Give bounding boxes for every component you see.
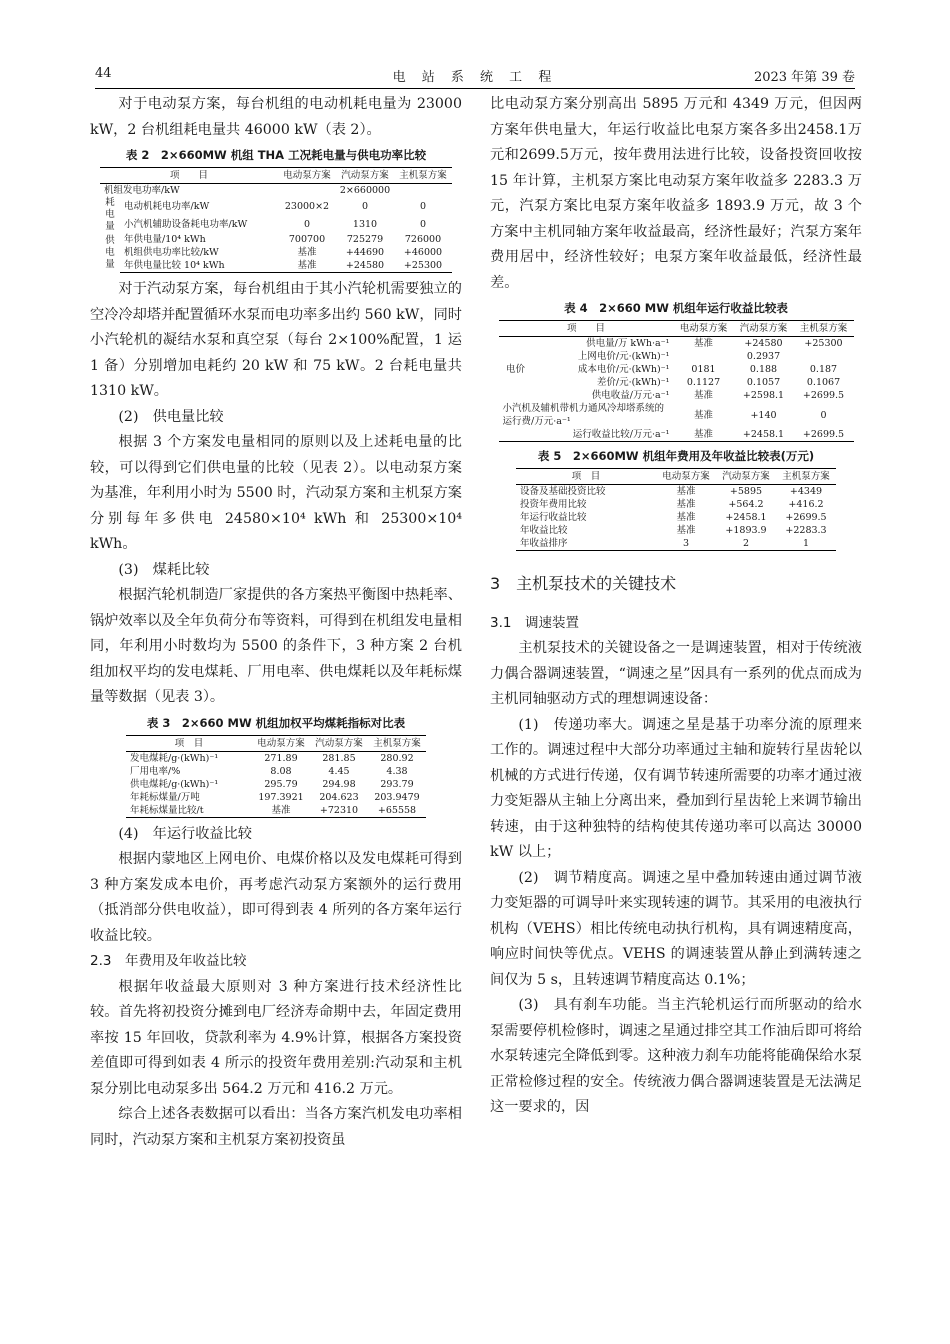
table-cell: 295.79 (264, 778, 298, 790)
table-row (126, 791, 426, 804)
table-cell: 供电量/万 kWh·a⁻¹ (586, 338, 670, 349)
table-row (100, 246, 452, 259)
table-cell: 机组发电功率/kW (104, 185, 180, 196)
table-cell: 23000×2 (284, 200, 330, 212)
table-cell: 1 (776, 537, 836, 551)
table-cell: 年供电量比较 10⁴ kWh (120, 259, 278, 273)
table-row (499, 350, 854, 363)
group-label: 供电量 (105, 234, 115, 270)
page-number: 44 (95, 66, 112, 81)
table-header: 主机泵方案 (776, 469, 836, 485)
table-cell: 供电收益/万元·a⁻¹ (591, 390, 670, 401)
group-label: 电价 (505, 364, 525, 375)
table-3-caption: 表 3 2×660 MW 机组加权平均煤耗指标对比表 (146, 715, 406, 730)
journal-title: 电 站 系 统 工 程 (392, 70, 558, 85)
table-cell: +5895 (729, 486, 763, 497)
table-cell: 小汽机及辅机带机力通风冷却塔系统的运行费/万元·a⁻¹ (502, 403, 665, 427)
table-cell: 运行收益比较/万元·a⁻¹ (499, 428, 674, 442)
paragraph: 根据年收益最大原则对 3 种方案进行技术经济性比较。首先将初投资分摊到电厂经济寿命期中去，年固定费用率按 15 年回收，贷款利率为 4.9%计算，根据各方案投资差值即可得到如表 4 所示的投资年费用差别:汽动泵和主机泵分别比电动泵多出 564.2 万元和 416.2 万元。 (90, 978, 462, 1097)
table-cell: 年运行收益比较 (520, 512, 587, 523)
table-cell: 700700 (288, 234, 326, 245)
table-cell: 294.98 (322, 778, 356, 790)
table-cell: 差价/元·(kWh)⁻¹ (596, 377, 670, 388)
section-heading: 3 主机泵技术的关键技术 (490, 574, 677, 593)
table-cell: 281.85 (322, 752, 356, 764)
subsection-title: 3.1 调速装置 (490, 614, 579, 631)
table-row (499, 337, 854, 351)
table-row (516, 485, 836, 499)
table-row (126, 765, 426, 778)
table-5-caption: 表 5 2×660MW 机组年费用及年收益比较表(万元) (537, 449, 815, 463)
table-5 (516, 468, 836, 551)
table-row (100, 215, 452, 233)
table-cell: 厂用电率/% (130, 765, 181, 777)
table-cell: +2699.5 (785, 512, 827, 523)
table-cell: 0.1067 (806, 377, 841, 388)
table-row (126, 804, 426, 818)
page-header (95, 66, 855, 86)
table-header: 主机泵方案 (368, 735, 426, 751)
table-4 (499, 320, 854, 442)
table-header: 主机泵方案 (794, 321, 854, 337)
table-row (100, 259, 452, 273)
header-rule (95, 88, 855, 89)
table-cell: +140 (750, 409, 777, 421)
table-cell: 0181 (691, 364, 716, 375)
table-cell: 4.45 (328, 765, 350, 777)
right-column (490, 92, 862, 1121)
paragraph: 根据 3 个方案发电量相同的原则以及上述耗电量的比较，可以得到它们供电量的比较（见表 2）。以电动泵方案为基准，年利用小时为 5500 时，汽动泵方案和主机泵方案分别每年多供电 24580×10⁴ kWh 和 25300×10⁴ kWh。 (90, 434, 462, 552)
left-column (90, 92, 462, 1153)
table-row (126, 751, 426, 765)
table-cell: 197.3921 (258, 791, 304, 803)
table-cell: 0.187 (809, 364, 838, 375)
table-cell: 3 (656, 537, 716, 551)
table-row (100, 184, 452, 198)
table-cell: +24580 (744, 338, 783, 349)
table-cell: 供电煤耗/g·(kWh)⁻¹ (130, 778, 219, 790)
table-cell: 203.9479 (374, 791, 420, 803)
table-cell: +1893.9 (725, 525, 767, 536)
table-cell: +46000 (403, 247, 443, 258)
table-cell: 成本电价/元·(kWh)⁻¹ (577, 364, 670, 375)
paragraph: (1) 传递功率大。调速之星是基于功率分流的原理来工作的。调速过程中大部分功率通过主轴和旋转行星齿轮以机械的方式进行传递，仅有调节转速所需要的功率才通过液力变矩器从主轴上分离出来，叠加到行星齿轮上来调节输出转速，由于这种独特的结构使其传递功率可以高达 30000 kW 以上； (490, 716, 862, 860)
table-header: 主机泵方案 (394, 168, 452, 184)
table-cell: 271.89 (264, 752, 298, 764)
table-cell: 0 (361, 200, 369, 212)
table-cell: 基准 (676, 486, 696, 497)
table-header: 电动泵方案 (656, 469, 716, 485)
table-cell: +44690 (345, 247, 385, 258)
table-row (499, 428, 854, 442)
table-4-caption: 表 4 2×660 MW 机组年运行收益比较表 (564, 301, 788, 315)
table-cell: 年耗标煤量/万吨 (130, 791, 200, 803)
table-row (516, 511, 836, 524)
paragraph: 对于汽动泵方案，每台机组由于其小汽轮机需要独立的空冷冷却塔并配置循环水泵而电功率多出约 560 kW，同时小汽轮机的凝结水泵和真空泵（每台 2×100%配置，1 运 1 备）分别增加电耗约 20 kW 和 75 kW。2 台耗电量共 1310 kW。 (90, 281, 462, 399)
table-cell: +416.2 (788, 499, 824, 510)
table-cell: 基准 (693, 338, 713, 349)
table-header: 汽动泵方案 (336, 168, 394, 184)
table-cell: 基准 (297, 247, 317, 258)
table-cell: +25300 (804, 338, 843, 349)
table-cell: 电动机耗电功率/kW (124, 200, 210, 212)
subsection-heading: (4) 年运行收益比较 (118, 825, 252, 842)
table-2-caption: 表 2 2×660MW 机组 THA 工况耗电量与供电功率比较 (125, 148, 427, 162)
table-cell: +2458.1 (725, 512, 767, 523)
table-row (516, 498, 836, 511)
table-cell: 0 (820, 409, 827, 421)
table-cell: 基准 (676, 512, 696, 523)
table-2 (100, 167, 452, 273)
table-cell: 4.38 (386, 765, 408, 777)
table-cell: 0.2937 (746, 351, 781, 362)
table-cell: 基准 (674, 428, 734, 442)
subsection-heading: (3) 煤耗比较 (118, 561, 210, 578)
table-cell: 280.92 (380, 752, 414, 764)
table-row (499, 376, 854, 389)
table-cell: 基准 (676, 525, 696, 536)
paragraph: 根据内蒙地区上网电价、电煤价格以及发电煤耗可得到 3 种方案发成本电价，再考虑汽动泵方案额外的运行费用（抵消部分供电收益），即可得到表 4 所列的各方案年运行收益比较。 (90, 851, 462, 944)
table-cell: +2699.5 (802, 390, 845, 401)
table-cell: 0.1127 (686, 377, 721, 388)
table-cell: +2458.1 (734, 428, 794, 442)
paragraph: 根据汽轮机制造厂家提供的各方案热平衡图中热耗率、锅炉效率以及全年负荷分布等资料，可得到在机组发电量相同，年利用小时数均为 5500 的条件下，3 种方案 2 台机组加权平均的发电煤耗、厂用电率、供电煤耗以及年耗标煤量等数据（见表 3）。 (90, 587, 462, 705)
table-header: 项 目 (100, 168, 278, 184)
table-row (100, 233, 452, 246)
table-header: 项 目 (126, 735, 252, 751)
table-cell: 上网电价/元·(kWh)⁻¹ (577, 351, 670, 362)
table-cell: +2699.5 (794, 428, 854, 442)
paragraph: 综合上述各表数据可以看出：当各方案汽机发电功率相同时，汽动泵方案和主机泵方案初投资虽 (90, 1106, 462, 1148)
table-cell: 基准 (676, 499, 696, 510)
table-row (516, 524, 836, 537)
subsection-heading: (2) 供电量比较 (118, 408, 224, 425)
table-row (100, 197, 452, 215)
table-cell: 基准 (693, 409, 713, 421)
table-cell: 0 (419, 218, 427, 230)
table-cell: 2 (716, 537, 776, 551)
paragraph: (2) 调节精度高。调速之星中叠加转速由通过调节液力变矩器的可调导叶来实现转速的调节。其采用的电液执行机构（VEHS）相比传统电动执行机构，具有调速精度高，响应时间快等优点。VEHS 的调速装置从静止到满转速之间仅为 5 s，且转速调节精度高达 0.1%； (490, 869, 862, 988)
table-header: 电动泵方案 (252, 735, 310, 751)
table-row (499, 389, 854, 402)
paragraph: 比电动泵方案分别高出 5895 万元和 4349 万元，但因两方案年供电量大，年运行收益比电泵方案各多出2458.1万元和2699.5万元，按年费用法进行比较，设备投资回收按 15 年计算，主机泵方案比电动泵方案年收益多 2283.3 万元，汽泵方案比电泵方案年收益多 1893.9 万元，故 3 个方案中主机同轴方案年收益最高，经济性最好；汽泵方案年费用居中，经济性较好；电泵方案年收益最低，经济性最差。 (490, 96, 862, 291)
volume-info: 2023 年第 39 卷 (753, 70, 855, 85)
table-header: 汽动泵方案 (716, 469, 776, 485)
table-cell: +2283.3 (785, 525, 827, 536)
table-cell: 1310 (352, 218, 378, 230)
paragraph: 对于电动泵方案，每台机组的电动机耗电量为 23000 kW，2 台机组耗电量共 46000 kW（表 2）。 (90, 96, 462, 138)
table-cell: 0 (303, 218, 311, 230)
paragraph: (3) 具有刹车功能。当主汽轮机运行而所驱动的给水泵需要停机检修时，调速之星通过排空其工作油后即可将给水泵转速完全降低到零。这种液力刹车功能将能确保给水泵正常检修过程的安全。传统液力偶合器调速装置是无法满足这一要求的，因 (490, 997, 862, 1115)
table-header: 汽动泵方案 (310, 735, 368, 751)
table-row (499, 363, 854, 376)
table-cell: 726000 (404, 234, 442, 245)
table-3 (126, 735, 426, 818)
table-cell: +24580 (336, 259, 394, 273)
table-cell: 293.79 (380, 778, 414, 790)
table-cell: 725279 (346, 234, 384, 245)
section-heading: 2.3 年费用及年收益比较 (90, 953, 247, 969)
table-cell: 2×660000 (339, 185, 391, 196)
table-header: 电动泵方案 (674, 321, 734, 337)
table-cell: 投资年费用比较 (520, 499, 587, 510)
table-header: 项 目 (499, 321, 674, 337)
table-cell: +25300 (394, 259, 452, 273)
table-cell: 小汽机辅助设备耗电功率/kW (124, 218, 248, 230)
table-cell: 基准 (693, 390, 713, 401)
table-cell: +4349 (789, 486, 823, 497)
table-row (516, 537, 836, 551)
table-cell: 0.188 (749, 364, 778, 375)
table-cell: 8.08 (270, 765, 292, 777)
table-cell: 基准 (278, 259, 336, 273)
table-cell: 年供电量/10⁴ kWh (124, 234, 206, 245)
table-header: 汽动泵方案 (734, 321, 794, 337)
table-header: 电动泵方案 (278, 168, 336, 184)
table-cell: +564.2 (728, 499, 764, 510)
group-label: 耗电量 (105, 197, 115, 232)
table-header: 项 目 (516, 469, 656, 485)
table-cell: 年收益比较 (520, 525, 568, 536)
table-cell: 基准 (252, 804, 310, 818)
table-cell: 204.623 (319, 791, 359, 803)
table-cell: +72310 (310, 804, 368, 818)
table-cell: 发电煤耗/g·(kWh)⁻¹ (130, 752, 219, 764)
paragraph: 主机泵技术的关键设备之一是调速装置，相对于传统液力偶合器调速装置，“调速之星”因具有一系列的优点而成为主机同轴驱动方式的理想调速设备： (490, 640, 862, 707)
table-cell: +2598.1 (742, 390, 785, 401)
table-row (126, 778, 426, 791)
table-cell: 年收益排序 (516, 537, 656, 551)
table-cell: 设备及基础投资比较 (520, 486, 606, 497)
table-cell: 0 (419, 200, 427, 212)
table-cell: 0.1057 (746, 377, 781, 388)
table-cell: 年耗标煤量比较/t (126, 804, 252, 818)
table-cell: +65558 (368, 804, 426, 818)
table-row (499, 402, 854, 428)
table-cell: 机组供电功率比较/kW (124, 247, 219, 258)
